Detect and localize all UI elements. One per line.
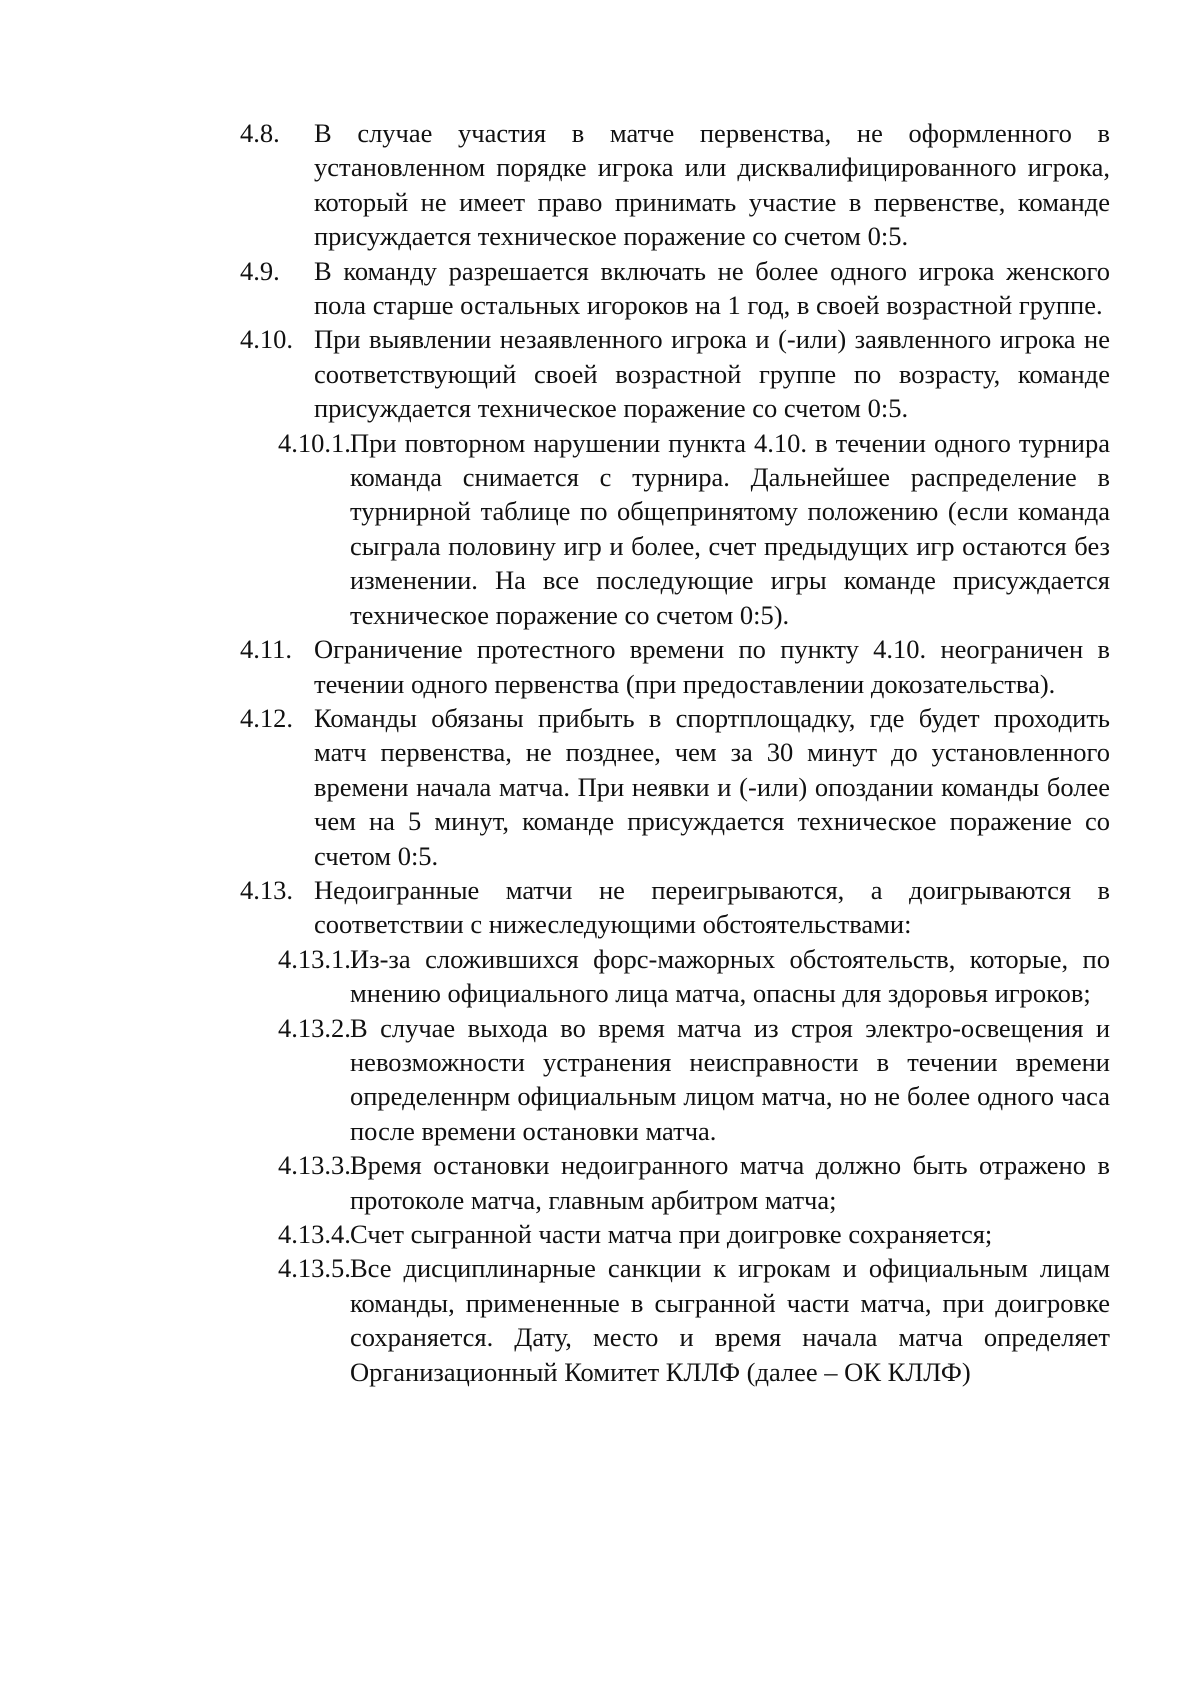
clause-number: 4.11.: [240, 634, 293, 665]
clause-4-13-3: [240, 1148, 1110, 1217]
clause-number: 4.13.3.: [278, 1150, 351, 1181]
clause-4-13-1: [240, 942, 1110, 1011]
clause-number: 4.13.: [240, 874, 293, 905]
clause-number: 4.12.: [240, 702, 293, 733]
clause-number: 4.10.1.: [278, 427, 351, 458]
regulation-section: [240, 116, 1110, 1389]
clause-4-12: [240, 701, 1110, 873]
clause-4-8: [240, 116, 1110, 254]
clause-number: 4.10.: [240, 324, 293, 355]
clause-text: Недоигранные матчи не переигрываются, а доигрываются в соответствии с нижеследующими обстоятельствами:: [314, 874, 1110, 940]
clause-text: При выявлении незаявленного игрока и (-или) заявленного игрока не соответствующий своей возрастной группе по возрасту, команде присуждается техническое поражение со счетом 0:5.: [314, 324, 1110, 424]
clause-number: 4.13.1.: [278, 943, 351, 974]
clause-4-13-2: [240, 1011, 1110, 1149]
clause-text: Время остановки недоигранного матча должно быть отражено в протоколе матча, главным арбитром матча;: [350, 1150, 1110, 1215]
clause-4-13-4: [240, 1217, 1110, 1251]
clause-number: 4.13.5.: [278, 1253, 351, 1284]
clause-number: 4.8.: [240, 118, 280, 148]
clause-text: Счет сыгранной части матча при доигровке сохраняется;: [350, 1219, 993, 1249]
clause-4-13: [240, 873, 1110, 942]
clause-4-10-1: [240, 426, 1110, 632]
clause-number: 4.13.2.: [278, 1012, 351, 1043]
clause-number: 4.9.: [240, 255, 280, 286]
clause-text: В случае выхода во время матча из строя электро-освещения и невозможности устранения неисправности в течении времени определеннрм официальным лицом матча, но не более одного часа после времени остановки матча.: [350, 1012, 1110, 1146]
clause-text: В случае участия в матче первенства, не оформленного в установленном порядке игрока или дисквалифицированного игрока, который не имеет право принимать участие в первенстве, команде присуждается техническое поражение со счетом 0:5.: [314, 118, 1110, 252]
clause-4-13-5: [240, 1251, 1110, 1389]
clause-text: В команду разрешается включать не более одного игрока женского пола старше остальных игороков на 1 год, в своей возрастной группе.: [314, 255, 1110, 321]
clause-text: Все дисциплинарные санкции к игрокам и официальным лицам команды, примененные в сыгранной части матча, при доигровке сохраняется. Дату, место и время начала матча определяет Организационный Комитет КЛЛФ (далее – ОК КЛЛФ): [350, 1253, 1110, 1387]
clause-text: При повторном нарушении пункта 4.10. в течении одного турнира команда снимается с турнира. Дальнейшее распределение в турнирной таблице по общепринятому положению (если команда сыграла половину игр и более, счет предыдущих игр остаются без изменении. На все последующие игры команде присуждается техническое поражение со счетом 0:5).: [350, 427, 1110, 630]
clause-text: Ограничение протестного времени по пункту 4.10. неограничен в течении одного первенства (при предоставлении докозательства).: [314, 634, 1110, 699]
clause-text: Команды обязаны прибыть в спортплощадку, где будет проходить матч первенства, не позднее, чем за 30 минут до установленного времени начала матча. При неявки и (-или) опоздании команды более чем на 5 минут, команде присуждается техническое поражение со счетом 0:5.: [314, 702, 1110, 871]
clause-4-10: [240, 322, 1110, 425]
clause-number: 4.13.4.: [278, 1219, 351, 1249]
clause-4-9: [240, 254, 1110, 323]
clause-4-11: [240, 632, 1110, 701]
clause-text: Из-за сложившихся форс-мажорных обстоятельств, которые, по мнению официального лица матча, опасны для здоровья игроков;: [350, 943, 1110, 1009]
